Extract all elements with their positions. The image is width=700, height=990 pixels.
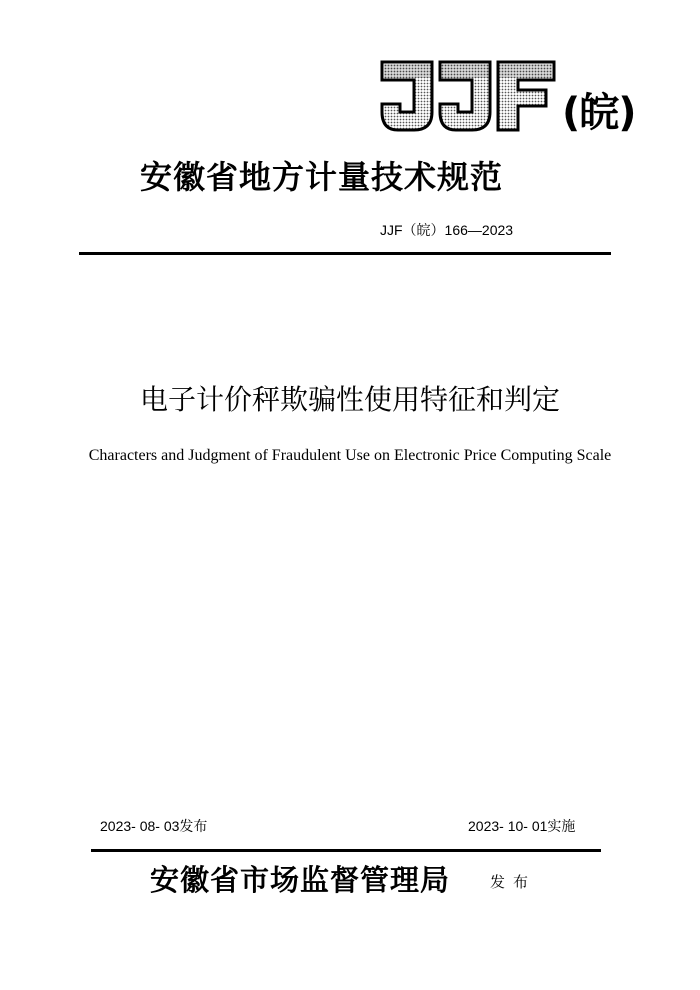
document-title-english: Characters and Judgment of Fraudulent Use on Electronic Price Computing Scale: [88, 447, 612, 464]
logo-letter-f: [498, 62, 554, 130]
organization-title: 安徽省地方计量技术规范: [140, 158, 504, 196]
document-title-chinese: 电子计价秤欺骗性使用特征和判定: [139, 383, 560, 416]
issue-date: 2023- 08- 03发布: [100, 818, 208, 834]
implementation-date: 2023- 10- 01实施: [468, 818, 576, 834]
issue-label: 发布: [490, 873, 537, 891]
jjf-logo-graphic: [378, 58, 558, 134]
logo-letter-j1: [382, 62, 432, 130]
logo-letter-j2: [440, 62, 490, 130]
header-divider: [79, 252, 611, 255]
logo-region-label: (皖): [562, 90, 636, 136]
issuing-authority: 安徽省市场监督管理局: [150, 863, 451, 897]
jjf-logo: [378, 58, 558, 134]
standard-code: JJF（皖）166—2023: [380, 222, 514, 238]
footer-divider: [91, 849, 601, 852]
